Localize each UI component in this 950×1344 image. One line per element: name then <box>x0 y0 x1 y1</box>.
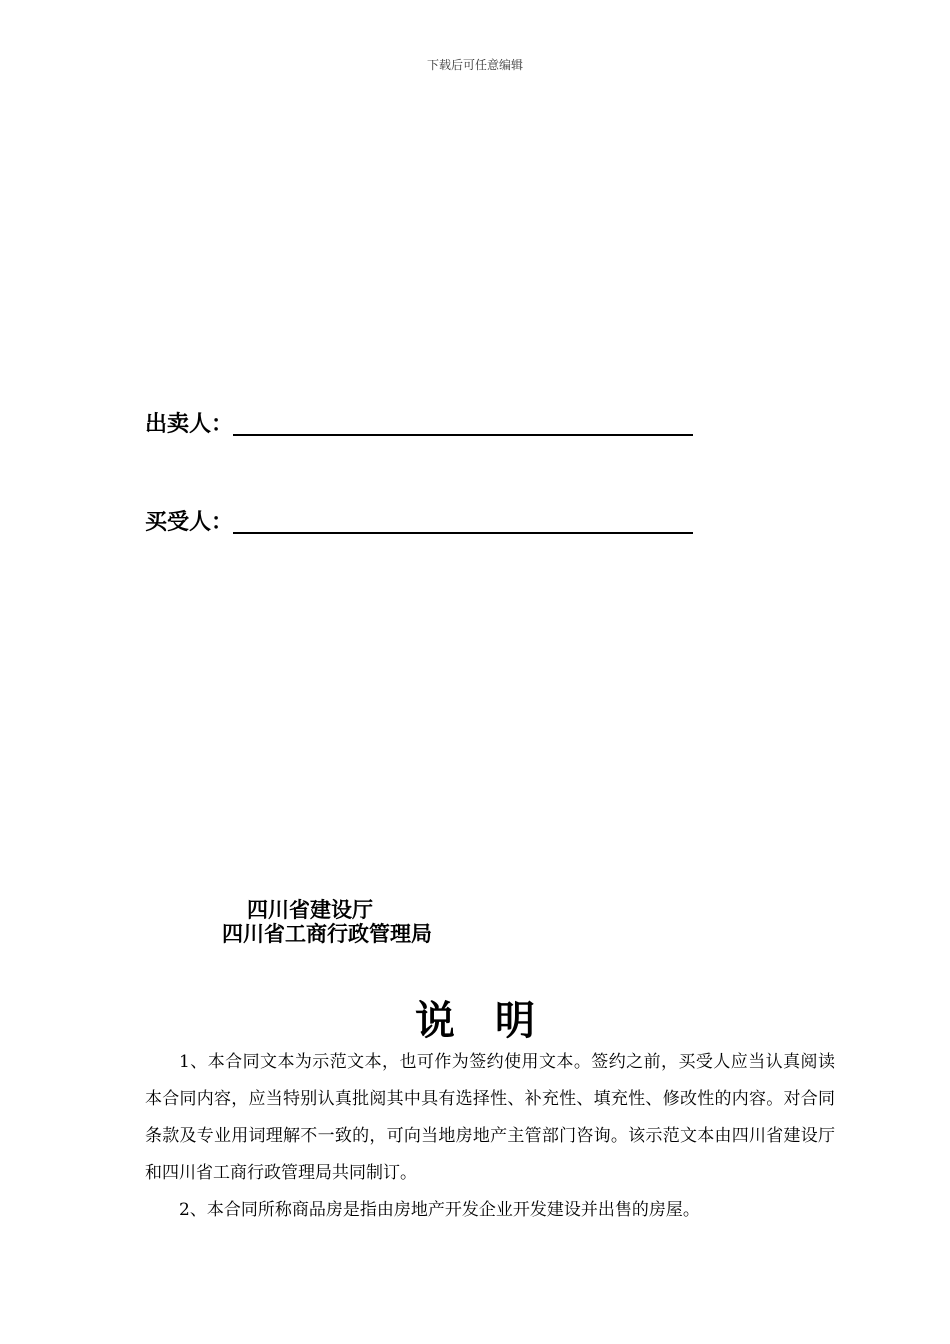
header-note: 下载后可任意编辑 <box>426 58 523 72</box>
issuer-commerce-admin: 四川省工商行政管理局 <box>222 922 432 946</box>
paragraph-1: 1、本合同文本为示范文本，也可作为签约使用文本。签约之前，买受人应当认真阅读本合同内容，应当特别认真批阅其中具有选择性、补充性、填充性、修改性的内容。对合同条款及专业用词理解不一致的，可向当地房地产主管部门咨询。该示范文本由四川省建设厅和四川省工商行政管理局共同制订。 <box>145 1052 835 1183</box>
buyer-blank-line <box>233 532 693 534</box>
seller-label: 出卖人： <box>145 412 234 437</box>
seller-blank-line <box>233 434 693 436</box>
instructions-body <box>145 1044 835 1229</box>
issuer-construction-dept: 四川省建设厅 <box>247 898 373 922</box>
buyer-row <box>145 510 693 536</box>
buyer-label: 买受人： <box>145 510 234 535</box>
seller-row <box>145 412 693 438</box>
section-title: 说明 <box>415 998 575 1044</box>
paragraph-2: 2、本合同所称商品房是指由房地产开发企业开发建设并出售的房屋。 <box>179 1200 700 1220</box>
